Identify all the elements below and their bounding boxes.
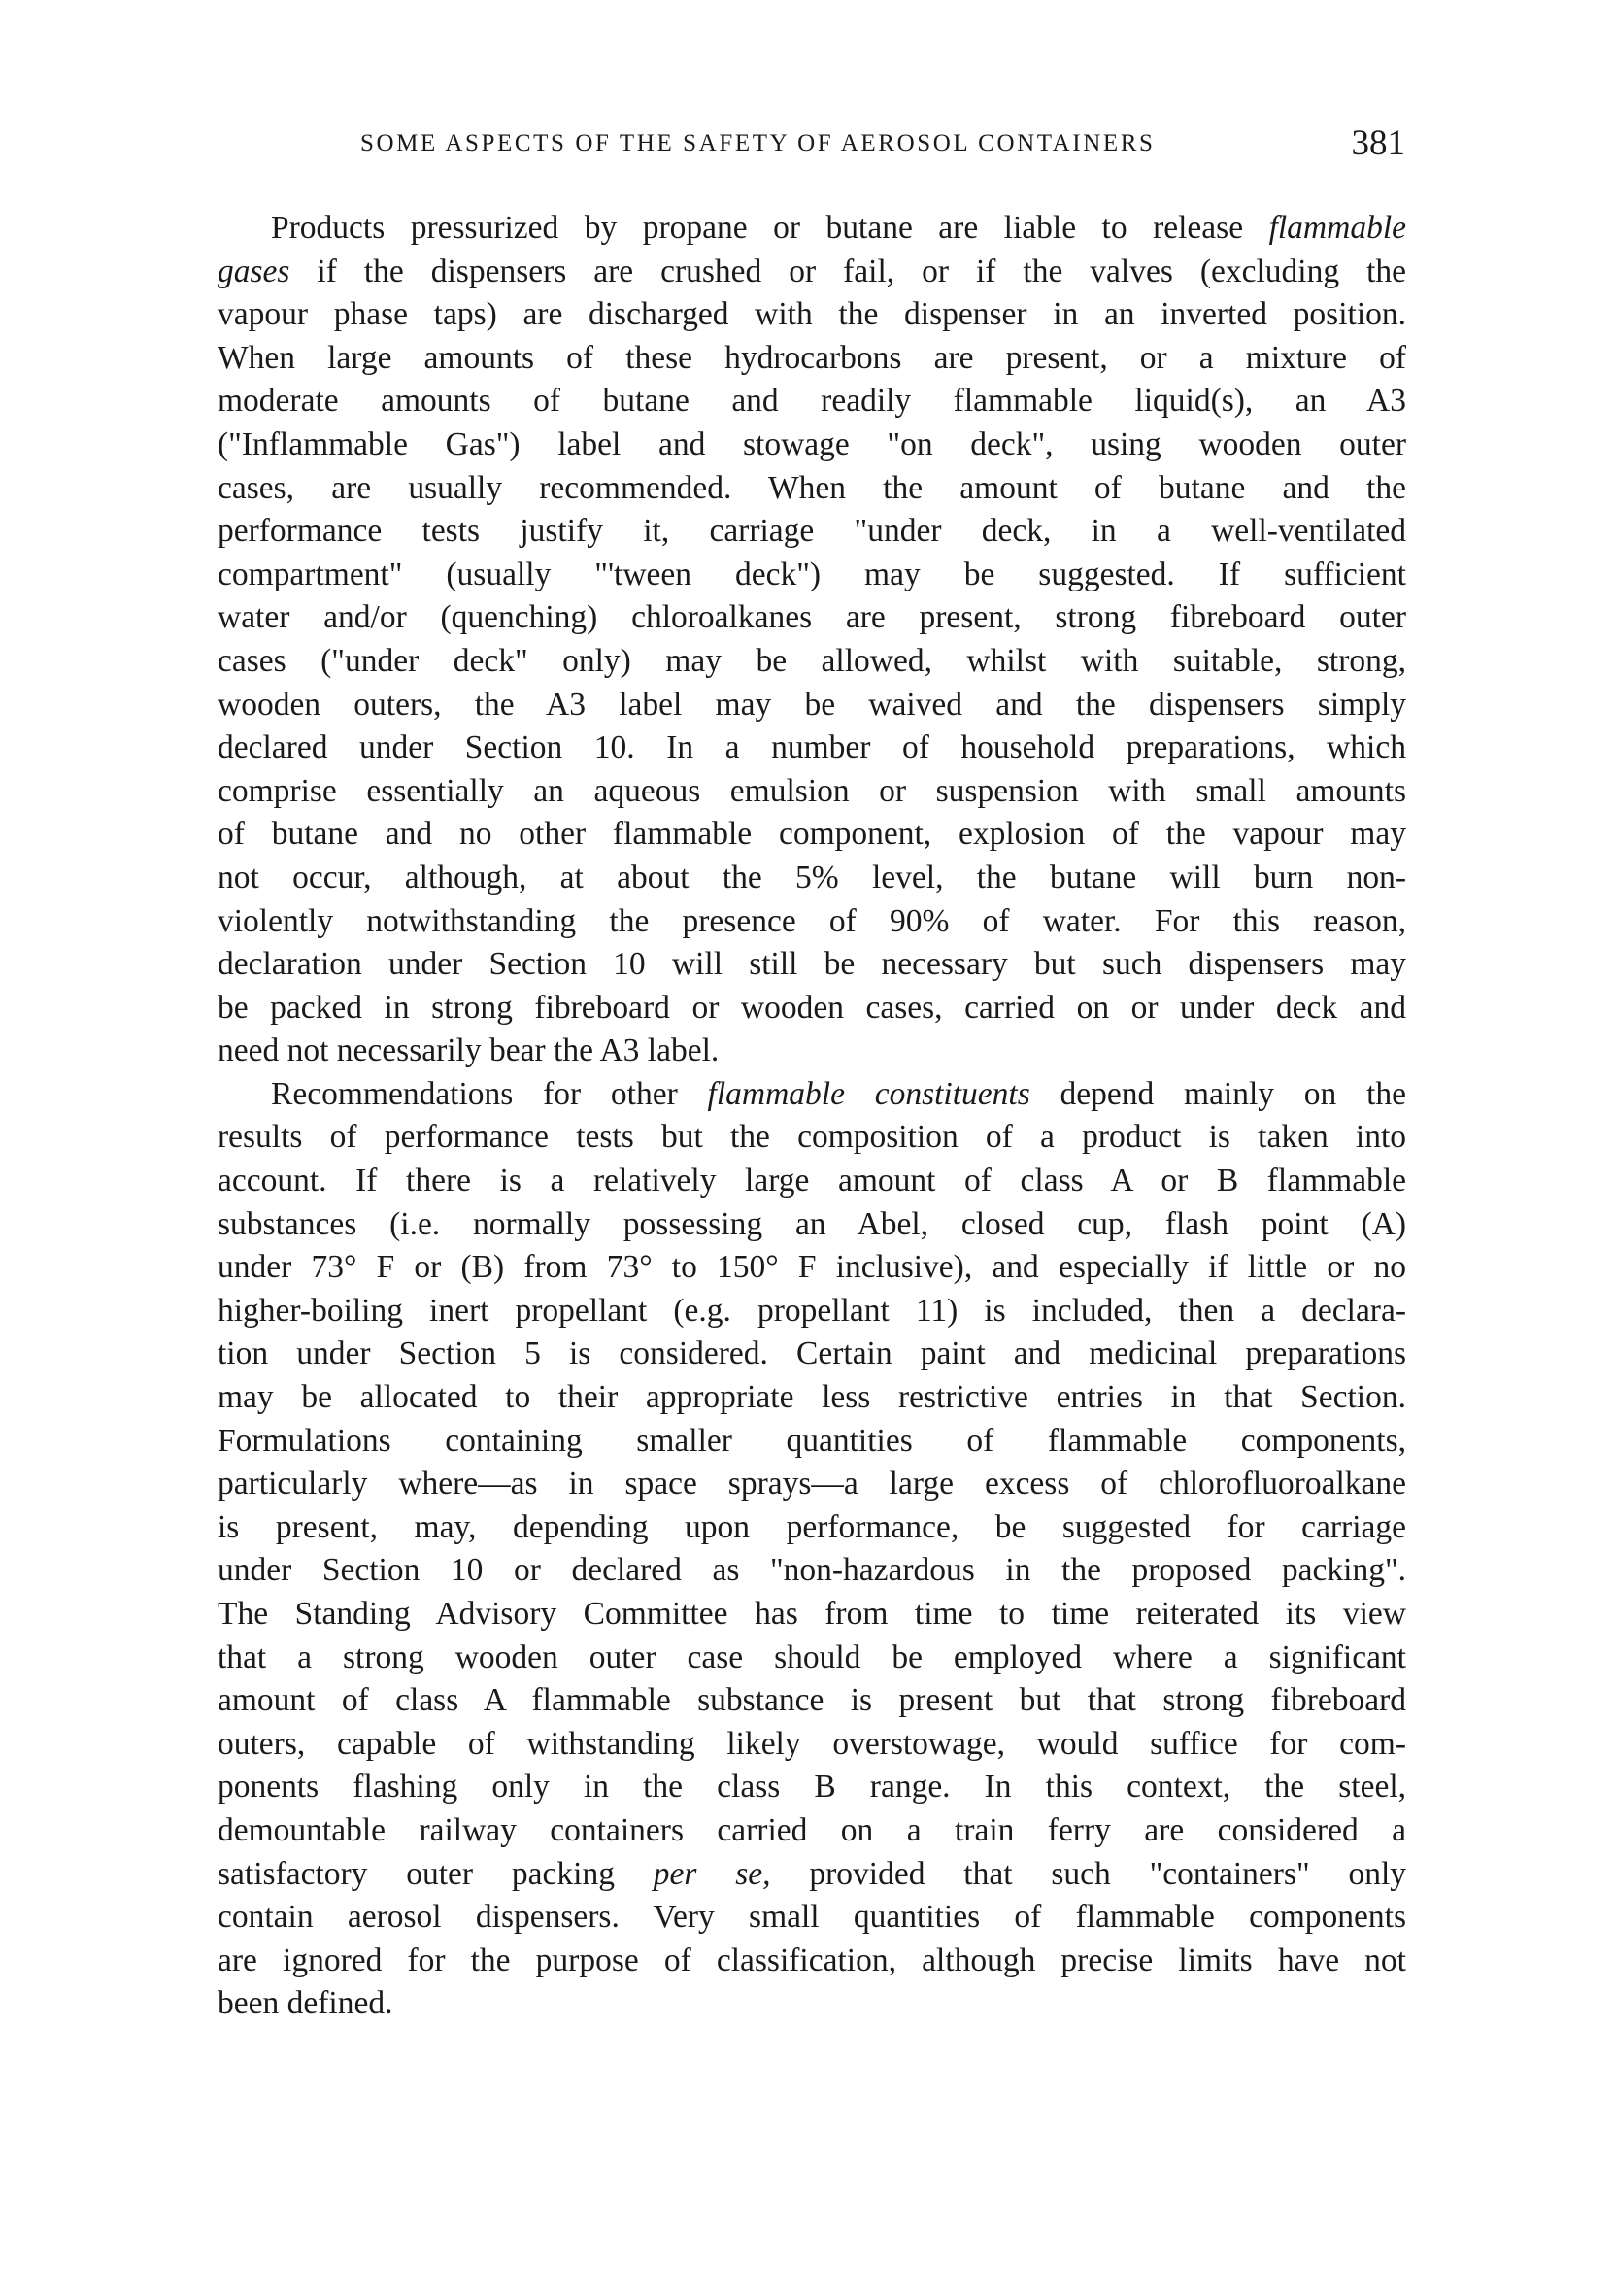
- text-segment: contain aerosol dispensers. Very small quantities of flammable components: [218, 1899, 1406, 1936]
- text-segment: be packed in strong fibreboard or wooden cases, carried on or under deck and: [218, 989, 1406, 1026]
- text-line: [218, 293, 1406, 337]
- text-segment: water and/or (quenching) chloroalkanes are present, strong fibreboard outer: [218, 599, 1406, 636]
- text-segment: need not necessarily bear the A3 label.: [218, 1032, 720, 1069]
- text-segment: are ignored for the purpose of classification, although precise limits have not: [218, 1941, 1406, 1978]
- text-segment: provided that such "containers" only: [770, 1855, 1407, 1892]
- text-segment: not occur, although, at about the 5% level, the butane will burn non-: [218, 859, 1406, 895]
- text-segment: The Standing Advisory Committee has from time to time reiterated its view: [218, 1596, 1406, 1632]
- text-segment: depend mainly on the: [1029, 1075, 1406, 1112]
- text-line: [218, 1766, 1406, 1809]
- text-line: [218, 684, 1406, 727]
- italic-text: per se,: [653, 1855, 771, 1892]
- text-segment: comprise essentially an aqueous emulsion or suspension with small amounts: [218, 772, 1406, 809]
- text-segment: cases ("under deck" only) may be allowed, whilst with suitable, strong,: [218, 642, 1406, 679]
- text-segment: Products pressurized by propane or butane are liable to release: [271, 210, 1269, 246]
- text-line: [218, 770, 1406, 814]
- text-segment: may be allocated to their appropriate less restrictive entries in that Section.: [218, 1379, 1406, 1416]
- text-line: [218, 987, 1406, 1030]
- text-segment: compartment" (usually "'tween deck") may be suggested. If sufficient: [218, 556, 1406, 592]
- text-line: [218, 1160, 1406, 1203]
- text-segment: violently notwithstanding the presence of 90% of water. For this reason,: [218, 902, 1406, 939]
- text-segment: substances (i.e. normally possessing an Abel, closed cup, flash point (A): [218, 1205, 1406, 1242]
- italic-text: flammable: [1268, 210, 1406, 246]
- running-header: [219, 122, 1405, 167]
- text-segment: under Section 10 or declared as "non-hazardous in the proposed packing".: [218, 1552, 1406, 1589]
- text-segment: account. If there is a relatively large amount of class A or B flammable: [218, 1163, 1406, 1199]
- text-line: [218, 1376, 1406, 1420]
- text-segment: amount of class A flammable substance is present but that strong fibreboard: [218, 1682, 1406, 1719]
- text-segment: of butane and no other flammable component, explosion of the vapour may: [218, 816, 1406, 853]
- text-line: [218, 1420, 1406, 1464]
- text-line: [218, 467, 1406, 511]
- text-line: [218, 207, 1406, 251]
- text-segment: ("Inflammable Gas") label and stowage "on deck", using wooden outer: [218, 425, 1406, 462]
- text-line: [218, 857, 1406, 900]
- text-line: [218, 1333, 1406, 1376]
- paragraph: [218, 207, 1406, 1073]
- text-line: [218, 423, 1406, 467]
- text-line: [218, 1030, 1406, 1073]
- text-segment: been defined.: [218, 1985, 393, 2022]
- text-line: [218, 1246, 1406, 1290]
- text-line: [218, 337, 1406, 381]
- text-line: [218, 1679, 1406, 1723]
- text-segment: outers, capable of withstanding likely overstowage, would suffice for com-: [218, 1725, 1406, 1762]
- italic-text: gases: [218, 253, 290, 289]
- text-segment: under 73° F or (B) from 73° to 150° F inclusive), and especially if little or no: [218, 1249, 1406, 1286]
- text-line: [218, 1073, 1406, 1117]
- text-line: [218, 813, 1406, 857]
- text-line: [218, 1982, 1406, 2026]
- text-segment: moderate amounts of butane and readily flammable liquid(s), an A3: [218, 383, 1406, 420]
- text-segment: performance tests justify it, carriage "under deck, in a well-ventilated: [218, 513, 1406, 550]
- running-title: SOME ASPECTS OF THE SAFETY OF AEROSOL CONTAINERS: [360, 130, 1156, 156]
- text-line: [218, 1549, 1406, 1593]
- text-segment: When large amounts of these hydrocarbons are present, or a mixture of: [218, 339, 1406, 376]
- text-line: [218, 640, 1406, 684]
- text-line: [218, 1637, 1406, 1680]
- text-line: [218, 1896, 1406, 1940]
- text-segment: Formulations containing smaller quantities of flammable components,: [218, 1422, 1406, 1459]
- text-line: [218, 1463, 1406, 1506]
- text-line: [218, 1940, 1406, 1983]
- body-text: [218, 207, 1406, 2026]
- text-line: [218, 1116, 1406, 1160]
- text-line: [218, 943, 1406, 987]
- text-segment: particularly where—as in space sprays—a large excess of chlorofluoroalkane: [218, 1466, 1406, 1503]
- text-segment: is present, may, depending upon performance, be suggested for carriage: [218, 1508, 1406, 1545]
- text-segment: ponents flashing only in the class B range. In this context, the steel,: [218, 1769, 1406, 1806]
- text-line: [218, 510, 1406, 554]
- text-line: [218, 596, 1406, 640]
- text-segment: that a strong wooden outer case should be employed where a significant: [218, 1638, 1406, 1675]
- text-segment: satisfactory outer packing: [218, 1855, 654, 1892]
- text-segment: wooden outers, the A3 label may be waived and the dispensers simply: [218, 686, 1406, 723]
- text-line: [218, 554, 1406, 597]
- text-line: [218, 1290, 1406, 1334]
- page-number: 381: [1351, 123, 1405, 163]
- text-line: [218, 380, 1406, 423]
- text-line: [218, 1506, 1406, 1550]
- text-segment: demountable railway containers carried on a train ferry are considered a: [218, 1811, 1406, 1848]
- paragraph: [218, 1073, 1406, 2026]
- text-segment: if the dispensers are crushed or fail, or if the valves (excluding the: [289, 253, 1406, 289]
- italic-text: flammable constituents: [707, 1075, 1030, 1112]
- text-segment: declaration under Section 10 will still be necessary but such dispensers may: [218, 946, 1406, 983]
- text-segment: higher-boiling inert propellant (e.g. propellant 11) is included, then a declara-: [218, 1292, 1406, 1329]
- text-line: [218, 251, 1406, 294]
- text-segment: Recommendations for other: [271, 1075, 708, 1112]
- text-line: [218, 726, 1406, 770]
- text-segment: results of performance tests but the composition of a product is taken into: [218, 1119, 1406, 1156]
- text-line: [218, 1723, 1406, 1767]
- text-line: [218, 1853, 1406, 1897]
- text-segment: tion under Section 5 is considered. Certain paint and medicinal preparations: [218, 1335, 1406, 1372]
- text-segment: vapour phase taps) are discharged with the dispenser in an inverted position.: [218, 296, 1406, 333]
- text-line: [218, 1809, 1406, 1853]
- text-line: [218, 1593, 1406, 1637]
- text-line: [218, 900, 1406, 944]
- text-line: [218, 1203, 1406, 1247]
- text-segment: declared under Section 10. In a number of household preparations, which: [218, 729, 1406, 766]
- text-segment: cases, are usually recommended. When the amount of butane and the: [218, 469, 1406, 506]
